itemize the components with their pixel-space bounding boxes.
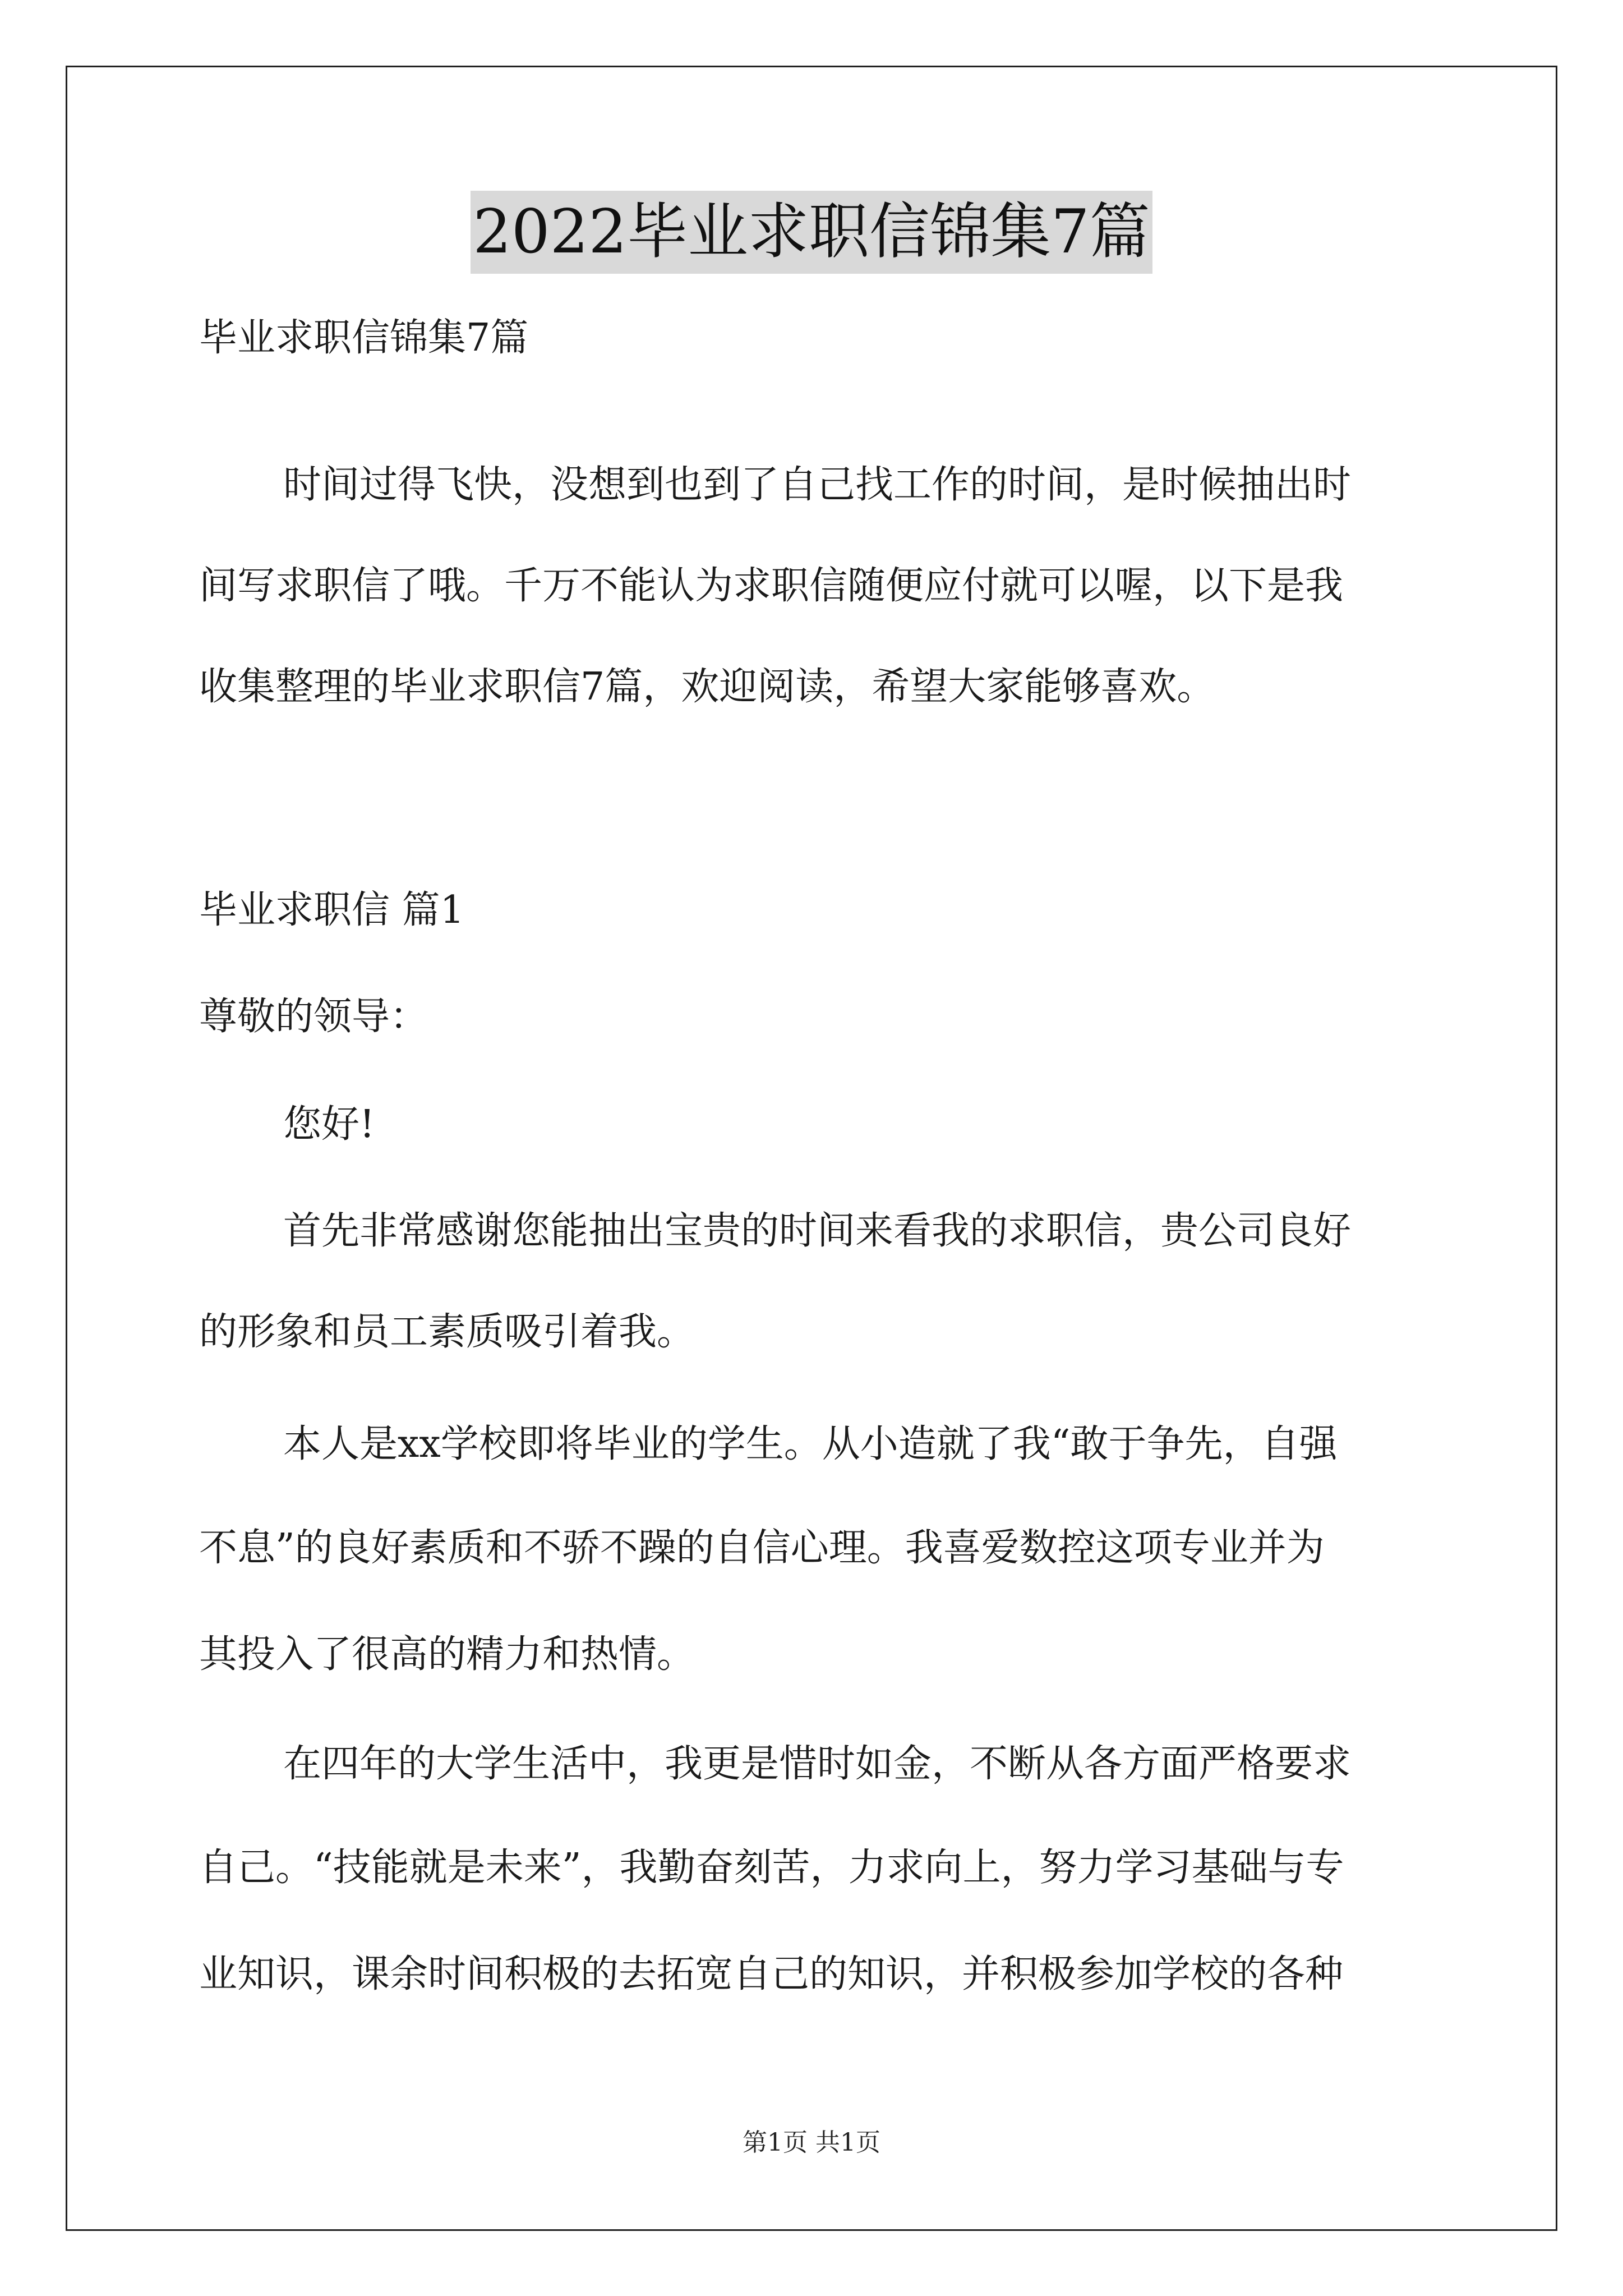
intro-line: 间写求职信了哦。千万不能认为求职信随便应付就可以喔，以下是我 xyxy=(199,564,1344,608)
paragraph-line: 本人是xx学校即将毕业的学生。从小造就了我“敢于争先，自强 xyxy=(283,1422,1338,1466)
paragraph-line: 在四年的大学生活中，我更是惜时如金，不断从各方面严格要求 xyxy=(283,1742,1352,1786)
intro-line: 时间过得飞快，没想到也到了自己找工作的时间，是时候抽出时 xyxy=(283,463,1352,507)
title-wrap xyxy=(0,191,1623,274)
paragraph-line: 其投入了很高的精力和热情。 xyxy=(199,1632,695,1677)
paragraph-line: 业知识，课余时间积极的去拓宽自己的知识，并积极参加学校的各种 xyxy=(199,1952,1344,1996)
document-title: 2022毕业求职信锦集7篇 xyxy=(471,191,1152,274)
document-subtitle: 毕业求职信锦集7篇 xyxy=(199,316,529,360)
section-heading: 毕业求职信 篇1 xyxy=(199,888,464,932)
intro-line: 收集整理的毕业求职信7篇，欢迎阅读，希望大家能够喜欢。 xyxy=(199,665,1215,709)
paragraph-line: 的形象和员工素质吸引着我。 xyxy=(199,1310,695,1354)
page-footer: 第1页 共1页 xyxy=(743,2128,880,2157)
paragraph-line: 首先非常感谢您能抽出宝贵的时间来看我的求职信，贵公司良好 xyxy=(283,1209,1352,1253)
greeting: 您好! xyxy=(283,1102,375,1147)
paragraph-line: 自己。“技能就是未来”，我勤奋刻苦，力求向上，努力学习基础与专 xyxy=(199,1846,1344,1890)
salutation: 尊敬的领导： xyxy=(199,995,428,1039)
paragraph-line: 不息”的良好素质和不骄不躁的自信心理。我喜爱数控这项专业并为 xyxy=(199,1526,1325,1570)
